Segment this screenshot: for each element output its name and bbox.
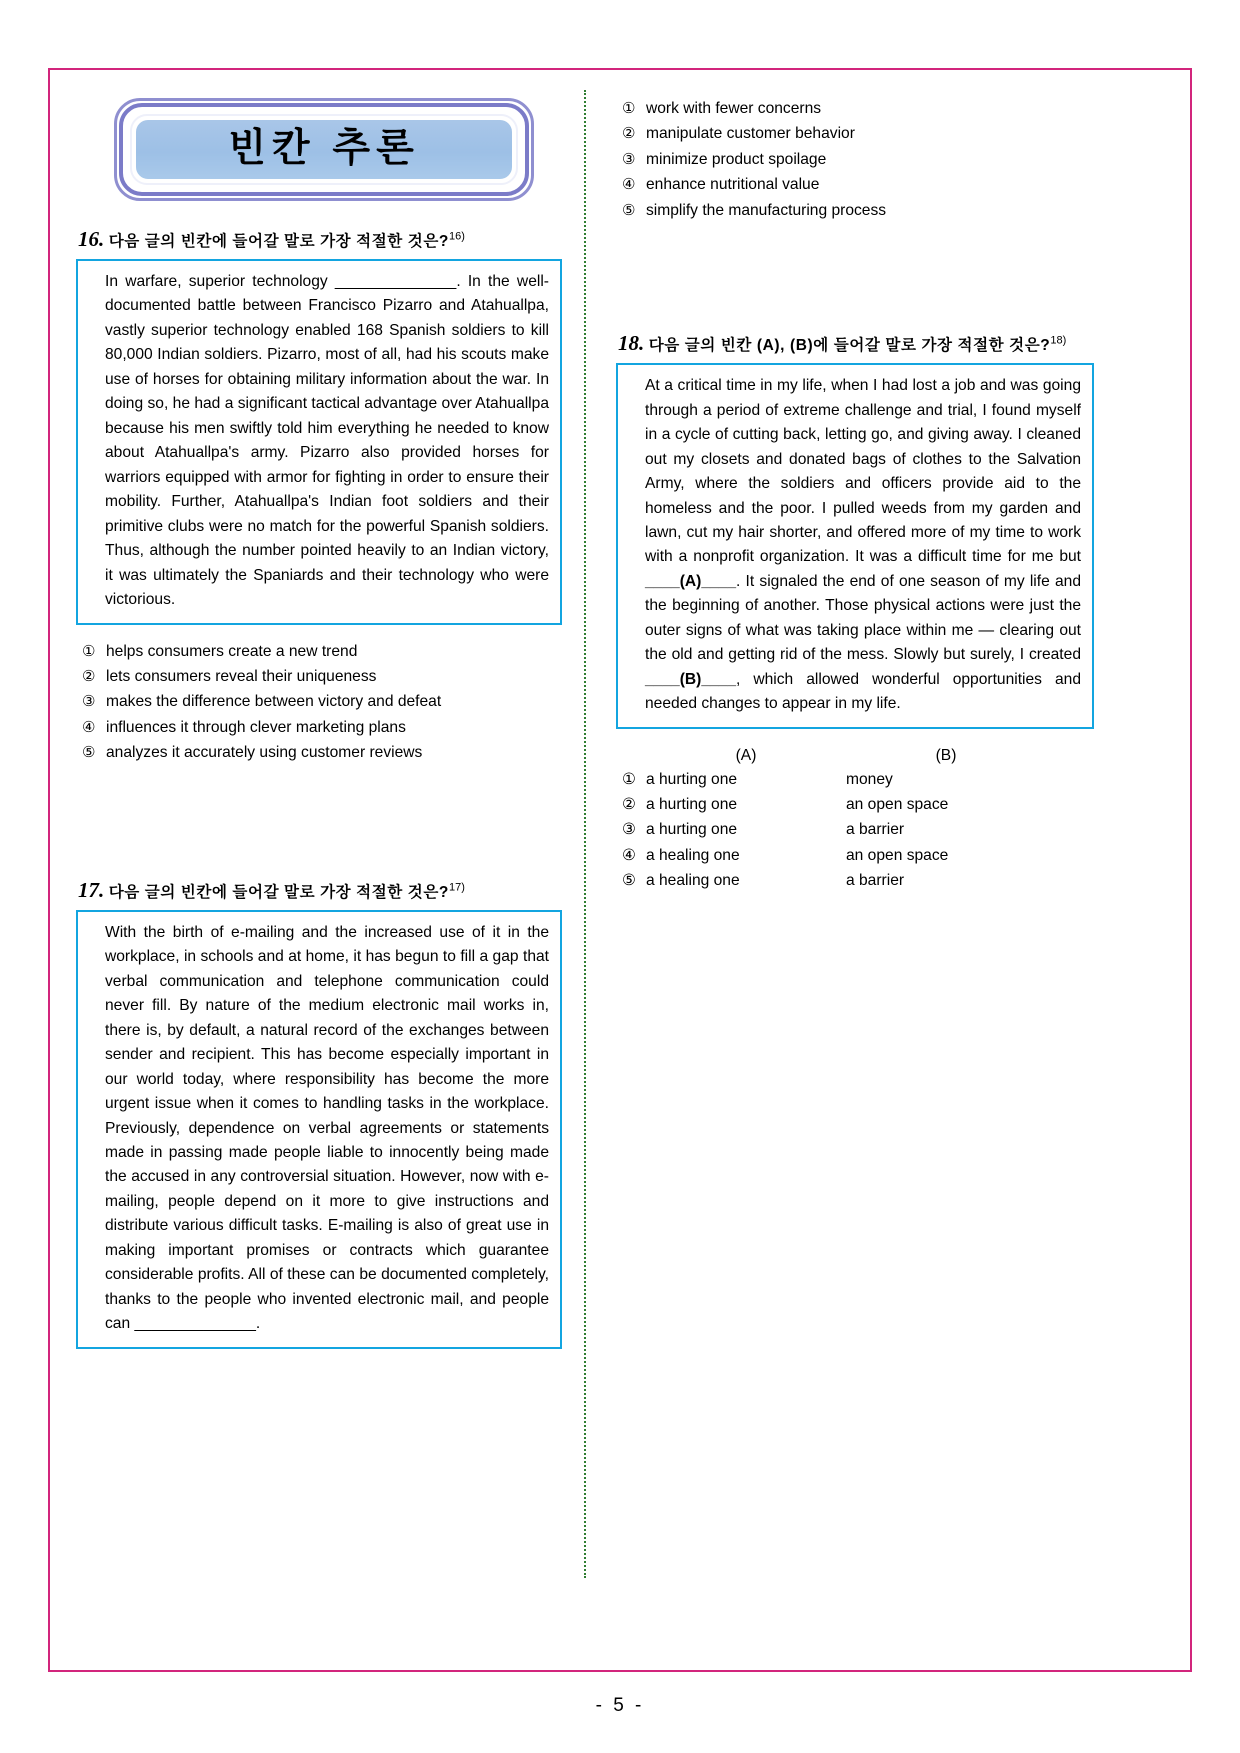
choice-label: makes the difference between victory and defeat [106, 693, 442, 711]
choice-item[interactable] [622, 792, 1094, 817]
question-18-header [618, 331, 1094, 356]
vertical-spacer [76, 766, 562, 852]
choice-label-b: money [846, 770, 893, 788]
question-18-superscript: 18) [1050, 334, 1067, 347]
question-17-passage-text: With the birth of e-mailing and the increased use of it in the workplace, in schools and at home, it has begun to fill a gap that verbal communication and telephone communication could never fill. By nature of the medium electronic mail works in, there is, by default, a natural record of the exchanges between sender and recipient. This has become especially important in our world today, where responsibility has become the more urgent issue when it comes to handling tasks in the workplace. Previously, dependence on verbal agreements or statements made in passing made people liable to innocently being made the accused in any controversial situation. However, now with e-mailing, people depend on it more to give instructions and distribute various difficult tasks. E-mailing is also of great use in making important promises or contracts which guarantee considerable profits. All of these can be documented completely, thanks to the people who invented electronic mail, and people can ______________. [105, 923, 549, 1333]
two-column-layout [76, 90, 1164, 1660]
choice-item[interactable] [622, 817, 1094, 842]
question-18-choices [616, 767, 1094, 893]
page-content [50, 70, 1190, 1670]
ab-header-a: (A) [735, 746, 757, 764]
choice-item[interactable] [622, 767, 1094, 792]
question-16-passage [76, 259, 562, 625]
column-divider [584, 90, 586, 1578]
question-18-passage [616, 363, 1094, 729]
passage-segment-1: At a critical time in my life, when I had lost a job and was going through a period of extreme challenge and trial, I found myself in a cycle of cutting back, letting go, and giving away. I cleaned out my closets and donated bags of clothes to the Salvation Army, where the soldiers and officers provide aid to the homeless and the poor. I pulled weeds from my garden and lawn, cut my hair shorter, and offered more of my time to work with a nonprofit organization. It was a difficult time for me but [645, 377, 1081, 566]
choice-item[interactable] [622, 147, 1094, 172]
choice-item[interactable] [82, 639, 562, 664]
choice-label-b: an open space [846, 796, 949, 813]
choice-label: analyzes it accurately using customer reviews [106, 744, 423, 762]
choice-item[interactable] [622, 868, 1094, 893]
choice-item[interactable] [622, 843, 1094, 868]
passage-segment-3: , which allowed wonderful opportunities and needed changes to appear in my life. [645, 670, 1081, 713]
question-16-passage-text: In warfare, superior technology ______________. In the well-documented battle between Francisco Pizarro and Atahuallpa, vastly superior technology enabled 168 Spanish soldiers to kill 80,000 Indian soldiers. Pizarro, most of all, had his scouts make use of horses for obtaining military information about the war. In doing so, he had a significant tactical advantage over Atahuallpa because his men swiftly told him everything he needed to know about Atahuallpa's army. Pizarro also provided horses for warriors equipped with armor for fighting in order to ensure their mobility. Further, Atahuallpa's Indian foot soldiers and their primitive clubs were no match for the powerful Spanish soldiers. Thus, although the number pointed heavily to an Indian victory, it was ultimately the Spaniards and their technology who were victorious. [105, 273, 549, 609]
choice-marker: ⑤ [82, 744, 96, 762]
choice-marker: ④ [622, 846, 636, 864]
choice-marker: ① [82, 642, 96, 660]
choice-marker: ⑤ [622, 871, 636, 889]
choice-label-a: a healing one [646, 846, 740, 864]
choice-label-a: a hurting one [646, 821, 738, 839]
choice-marker: ③ [82, 693, 96, 711]
ab-header-b: (B) [935, 746, 957, 764]
choice-marker: ② [622, 796, 636, 813]
blank-a: ____(A)____ [645, 572, 737, 590]
question-17-header [78, 878, 562, 903]
page-frame [48, 68, 1192, 1672]
question-17-choices [622, 96, 1094, 223]
choice-label: helps consumers create a new trend [106, 642, 358, 660]
choice-marker: ④ [82, 718, 96, 736]
question-17-prompt: 다음 글의 빈칸에 들어갈 말로 가장 적절한 것은? [108, 883, 450, 901]
choice-item[interactable] [82, 664, 562, 689]
question-17-passage [76, 910, 562, 1349]
choice-item[interactable] [82, 689, 562, 714]
choice-label: work with fewer concerns [646, 100, 822, 117]
vertical-spacer [616, 223, 1094, 331]
choice-item[interactable] [622, 121, 1094, 146]
choice-label-b: a barrier [846, 871, 905, 889]
choice-label-b: a barrier [846, 821, 905, 839]
choice-label: enhance nutritional value [646, 176, 820, 194]
choice-marker: ① [622, 770, 636, 788]
choice-label-b: an open space [846, 846, 949, 864]
choice-marker: ① [622, 100, 636, 117]
question-16-choices [82, 639, 562, 766]
choice-item[interactable] [82, 740, 562, 765]
question-17-superscript: 17) [449, 881, 465, 894]
passage-segment-2: . It signaled the end of one season of my life and the beginning of another. Those physical actions were just the outer signs of what was taking place within me — clearing out the old and getting rid of the mess. Slowly but surely, I created [645, 572, 1081, 664]
page-number: - 5 - [595, 1695, 645, 1716]
choice-label: influences it through clever marketing plans [106, 718, 406, 736]
question-18-passage-text [629, 374, 1081, 717]
right-column [594, 90, 1094, 1660]
choice-marker: ⑤ [622, 201, 636, 219]
choice-marker: ③ [622, 821, 636, 839]
question-18-ab-header [622, 747, 1094, 765]
choice-label-a: a hurting one [646, 770, 738, 788]
choice-item[interactable] [82, 715, 562, 740]
choice-item[interactable] [622, 172, 1094, 197]
page-footer [0, 1695, 1240, 1717]
banner-title-text: 빈칸 추론 [228, 127, 420, 170]
choice-label: minimize product spoilage [646, 150, 827, 168]
choice-label-a: a hurting one [646, 796, 738, 813]
question-18-prompt: 다음 글의 빈칸 (A), (B)에 들어갈 말로 가장 적절한 것은? [648, 337, 1051, 355]
choice-marker: ④ [622, 176, 636, 194]
choice-marker: ② [622, 125, 636, 143]
choice-label: lets consumers reveal their uniqueness [106, 668, 377, 685]
choice-label: manipulate customer behavior [646, 125, 855, 143]
choice-label: simplify the manufacturing process [646, 201, 887, 219]
question-17-number: 17. [78, 877, 105, 902]
choice-item[interactable] [622, 96, 1094, 121]
choice-label-a: a healing one [646, 871, 740, 889]
question-16-superscript: 16) [449, 230, 465, 243]
choice-marker: ② [82, 668, 96, 685]
question-16-header [78, 227, 562, 252]
blank-b: ____(B)____ [645, 670, 737, 688]
left-column [76, 90, 576, 1660]
question-16-prompt: 다음 글의 빈칸에 들어갈 말로 가장 적절한 것은? [108, 233, 450, 250]
choice-marker: ③ [622, 150, 636, 168]
ab-header-spacer [622, 747, 646, 765]
choice-item[interactable] [622, 198, 1094, 223]
title-banner [114, 98, 534, 201]
question-16-number: 16. [78, 227, 105, 251]
question-18-number: 18. [618, 331, 645, 356]
